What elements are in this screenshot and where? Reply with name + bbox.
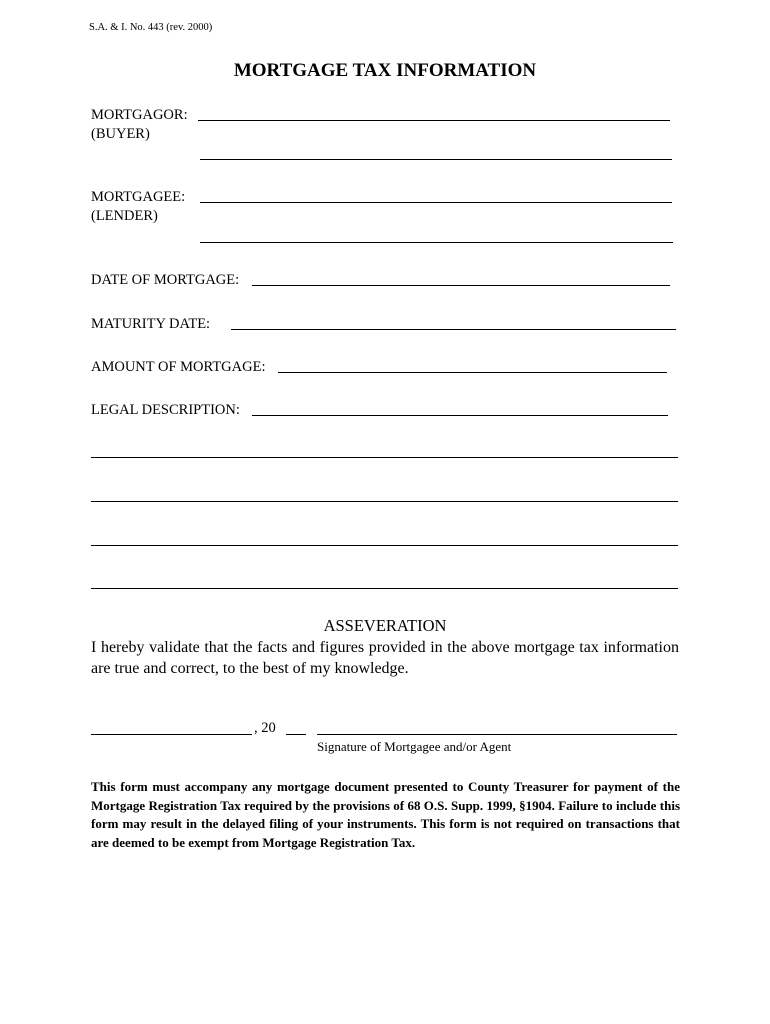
mortgagor-line-2[interactable] — [200, 159, 672, 160]
asseveration-statement: I hereby validate that the facts and figures provided in the above mortgage tax information are true and correct, to the best of my knowledge. — [91, 639, 679, 677]
maturity-date-line[interactable] — [231, 329, 676, 330]
legal-description-line-2[interactable] — [91, 457, 678, 458]
mortgagor-label: MORTGAGOR: — [91, 107, 188, 123]
amount-of-mortgage-line[interactable] — [278, 372, 667, 373]
date-of-mortgage-line[interactable] — [252, 285, 670, 286]
legal-description-line-4[interactable] — [91, 545, 678, 546]
filing-notice: This form must accompany any mortgage document presented to County Treasurer for payment of the Mortgage Registration Tax required by the provisions of 68 O.S. Supp. 1999, §1904. Failure to include this form may result in the delayed filing of your instruments. This form is not required on transactions that are deemed to be exempt from Mortgage Registration Tax. — [91, 779, 680, 850]
legal-description-line-1[interactable] — [252, 415, 668, 416]
form-number: S.A. & I. No. 443 (rev. 2000) — [89, 22, 213, 33]
legal-description-label: LEGAL DESCRIPTION: — [91, 402, 240, 418]
date-of-mortgage-label: DATE OF MORTGAGE: — [91, 272, 240, 288]
signature-line[interactable] — [317, 734, 677, 735]
legal-description-line-5[interactable] — [91, 588, 678, 589]
date-day-line[interactable] — [91, 734, 252, 735]
legal-description-line-3[interactable] — [91, 501, 678, 502]
amount-of-mortgage-label: AMOUNT OF MORTGAGE: — [91, 359, 266, 375]
signature-label: Signature of Mortgagee and/or Agent — [317, 739, 512, 754]
mortgagor-line-1[interactable] — [198, 120, 670, 121]
year-line[interactable] — [286, 734, 306, 735]
asseveration-heading: ASSEVERATION — [323, 616, 447, 635]
year-prefix: , 20 — [254, 720, 276, 736]
mortgagee-sublabel: (LENDER) — [91, 208, 158, 224]
mortgagee-label: MORTGAGEE: — [91, 189, 186, 205]
mortgagor-sublabel: (BUYER) — [91, 126, 150, 142]
page-title: MORTGAGE TAX INFORMATION — [233, 60, 537, 81]
mortgagee-line-1[interactable] — [200, 202, 672, 203]
maturity-date-label: MATURITY DATE: — [91, 316, 211, 332]
mortgagee-line-2[interactable] — [200, 242, 673, 243]
